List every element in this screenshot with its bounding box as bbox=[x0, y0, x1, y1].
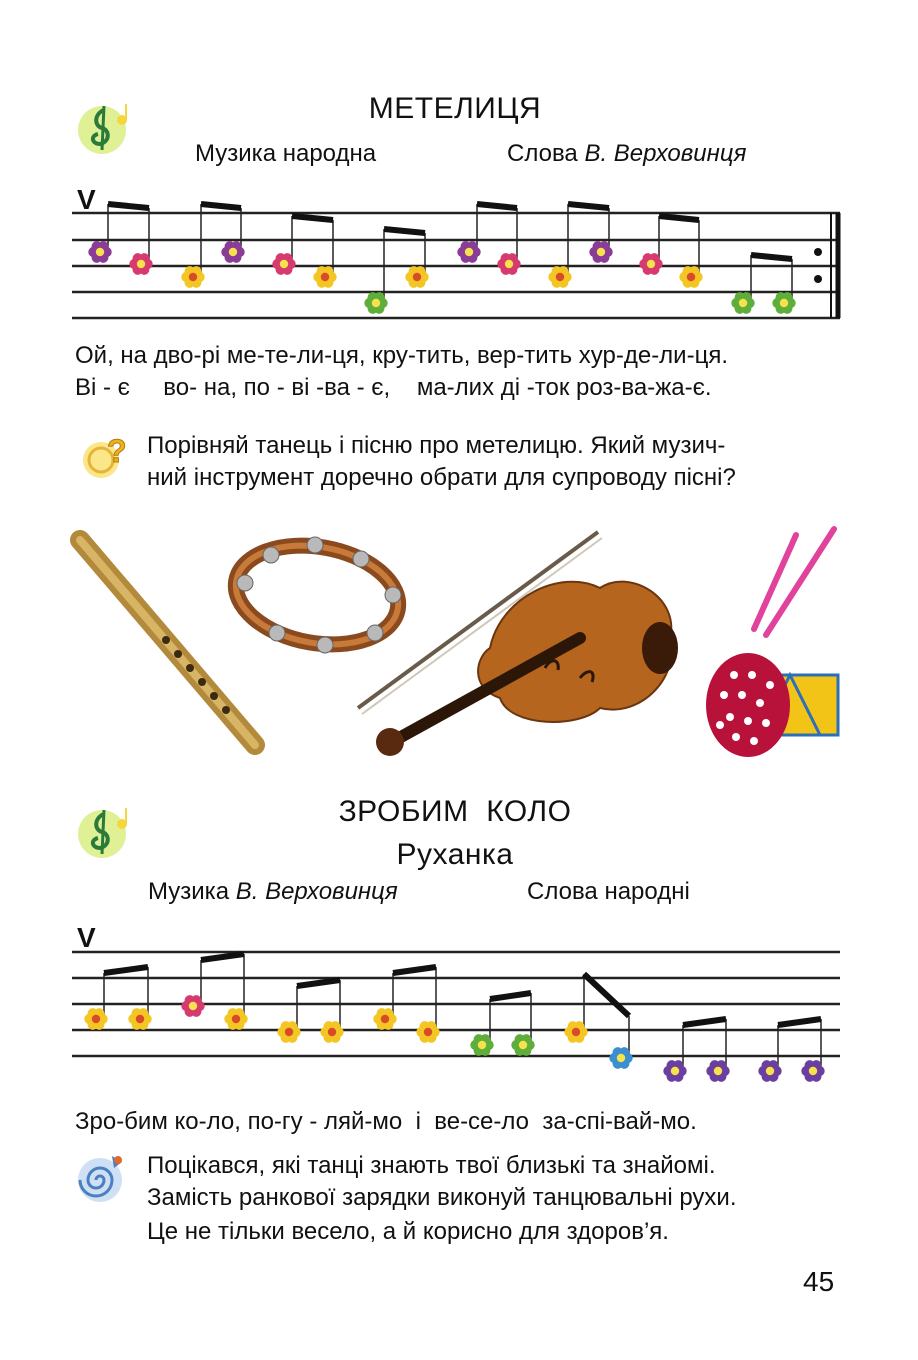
lyrics-line-2: Ві - є во- на, по - ві -ва - є, ма-лих ді -ток роз-ва-жа-є. bbox=[75, 374, 712, 401]
note-beam bbox=[490, 993, 531, 999]
music-author: В. Верховинця bbox=[235, 878, 398, 905]
song-title-zrobym-kolo: ЗРОБИМ КОЛО bbox=[338, 795, 572, 828]
breath-mark: V bbox=[77, 922, 96, 953]
question-text-line-2: ний інструмент доречно обрати для супроводу пісні? bbox=[147, 464, 736, 491]
tip-text-line-3: Це не тільки весело, а й корисно для здоров’я. bbox=[147, 1218, 669, 1245]
note-beam bbox=[393, 967, 436, 973]
tip-text-line-1: Поцікався, які танці знають твої близькі та знайомі. bbox=[147, 1152, 716, 1179]
song-subtitle: Руханка bbox=[396, 838, 514, 871]
lyrics-line: Зро-бим ко-ло, по-гу - ляй-мо і ве-се-ло за-спі-вай-мо. bbox=[75, 1108, 697, 1135]
words-prefix: Слова bbox=[507, 140, 578, 167]
tip-text-line-2: Замість ранкової зарядки виконуй танцювальні рухи. bbox=[147, 1184, 737, 1211]
svg-text:?: ? bbox=[107, 433, 127, 469]
music-prefix: Музика bbox=[148, 878, 230, 905]
words-credit: Слова народні bbox=[527, 878, 690, 905]
lyrics-line-1: Ой, на дво-рі ме-те-ли-ця, кру-тить, вер-тить хур-де-ли-ця. bbox=[75, 342, 728, 369]
music-credit: Музика народна bbox=[195, 140, 377, 167]
note-beam bbox=[584, 974, 629, 1016]
note-beam bbox=[297, 980, 340, 986]
spiral-icon bbox=[72, 1148, 130, 1206]
page-number: 45 bbox=[803, 1266, 835, 1297]
breath-mark: V bbox=[77, 184, 96, 215]
note-beam bbox=[683, 1019, 726, 1025]
words-author: В. Верховинця bbox=[584, 140, 747, 167]
note-beam bbox=[778, 1019, 821, 1025]
question-text-line-1: Порівняй танець і пісню про метелицю. Який музич- bbox=[147, 432, 726, 459]
note-beam bbox=[201, 954, 244, 960]
song-title-metelytsia: МЕТЕЛИЦЯ bbox=[368, 92, 542, 125]
note-beam bbox=[104, 967, 148, 973]
